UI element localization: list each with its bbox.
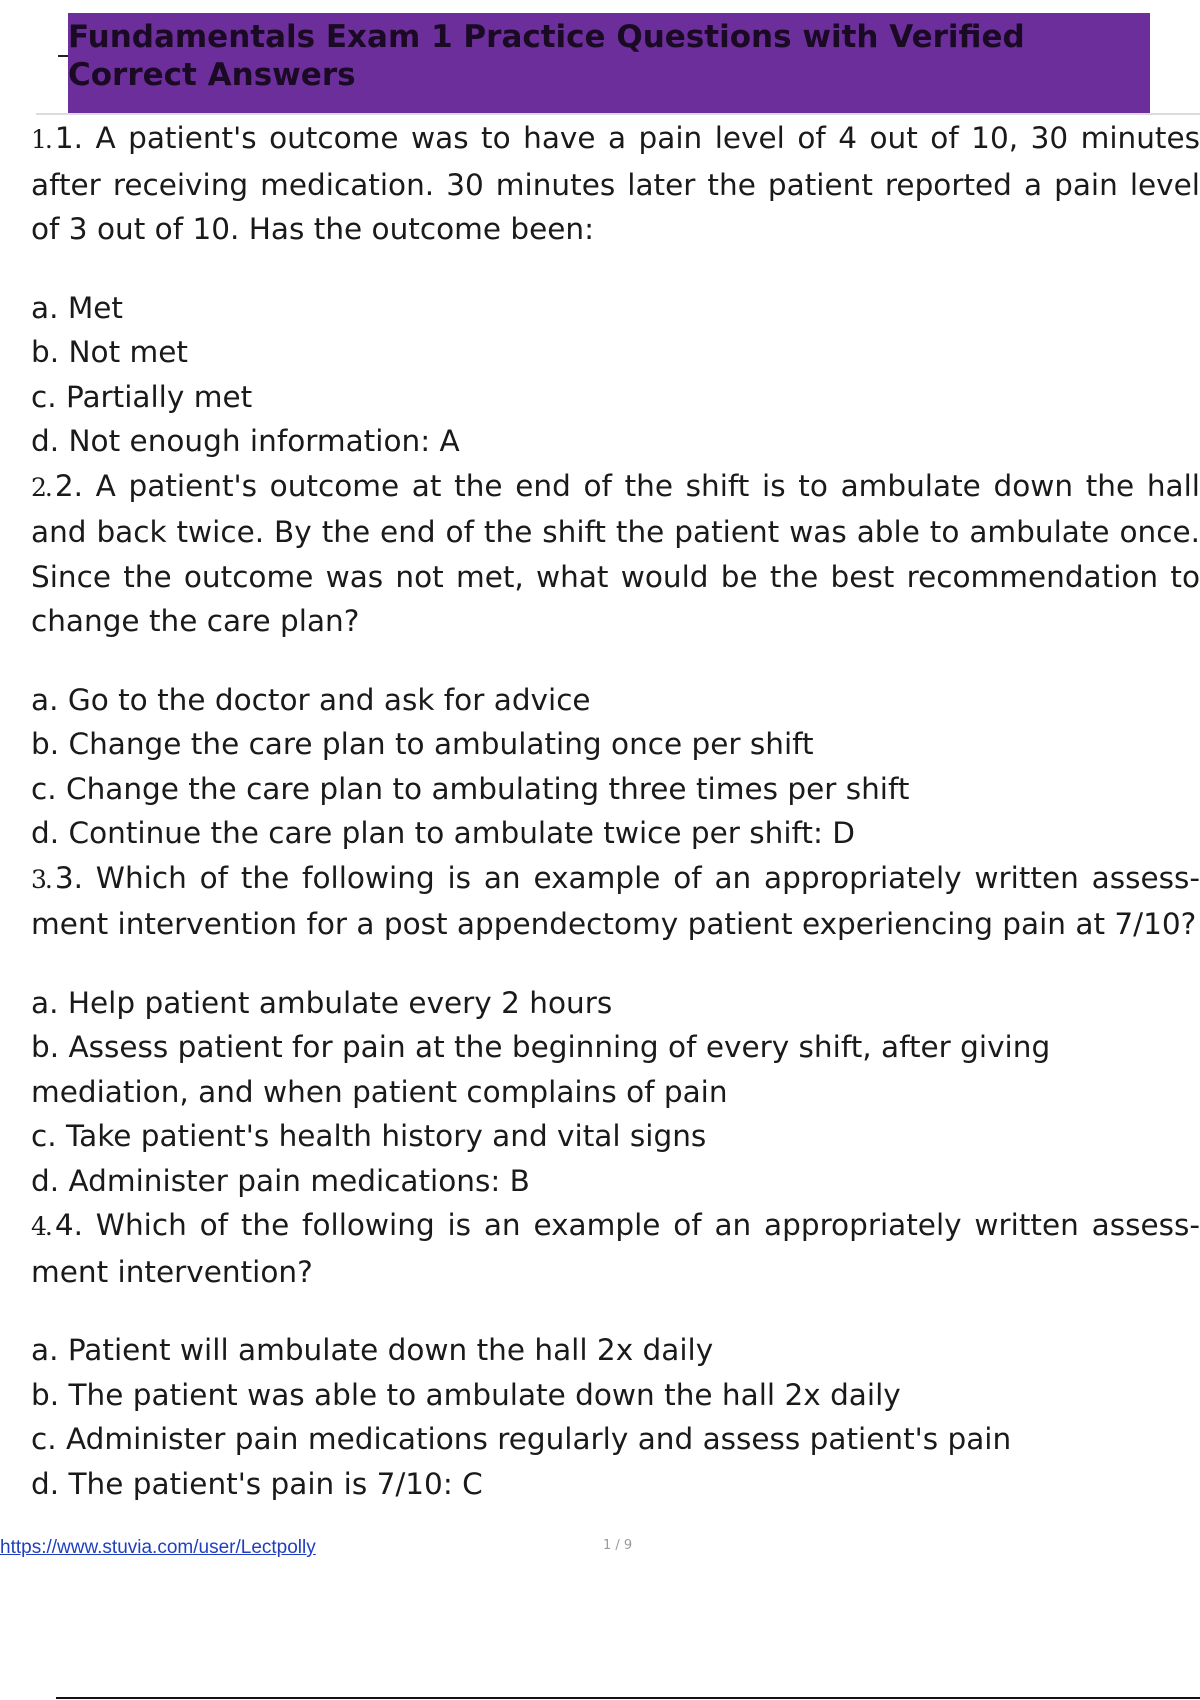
- question-text: [31, 116, 1200, 252]
- option-c: c. Take patient's health history and vital signs: [31, 1119, 707, 1153]
- option-d: d. The patient's pain is 7/10: C: [31, 1466, 483, 1501]
- question-number: 1.: [31, 125, 51, 154]
- option-a: a. Met: [31, 290, 124, 325]
- question-number: 4.: [31, 1212, 51, 1241]
- option-c: c. Partially met: [31, 379, 253, 414]
- option-list: [31, 981, 1200, 1204]
- option-b: b. The patient was able to ambulate down the hall 2x daily: [31, 1377, 901, 1412]
- option-b: b. Not met: [31, 335, 188, 369]
- option-a: a. Help patient ambulate every 2 hours: [31, 985, 613, 1020]
- question-number: 2.: [31, 472, 51, 502]
- option-list: [31, 286, 1200, 464]
- question-text: [31, 856, 1200, 947]
- question-stem: 3. Which of the following is an example of an appropriately written assess- ment intervention for a post appendectomy patient experiencing pain at 7/10?: [31, 860, 1200, 941]
- option-a: a. Go to the doctor and ask for advice: [31, 682, 591, 717]
- title-divider: [36, 113, 1200, 115]
- option-a: a. Patient will ambulate down the hall 2x daily: [31, 1333, 714, 1367]
- option-b: b. Assess patient for pain at the beginning of every shift, after giving mediation, and when patient complains of pain: [31, 1030, 1051, 1109]
- option-d: d. Administer pain medications: B: [31, 1163, 530, 1198]
- option-b: b. Change the care plan to ambulating once per shift: [31, 727, 814, 761]
- source-link[interactable]: https://www.stuvia.com/user/Lectpolly: [0, 1537, 316, 1558]
- option-list: [31, 1328, 1200, 1506]
- page-number: 1 / 9: [603, 1538, 633, 1553]
- question-text: [31, 1203, 1200, 1294]
- option-d: d. Not enough information: A: [31, 424, 460, 458]
- option-list: [31, 678, 1200, 856]
- question-4: [31, 1203, 1200, 1506]
- page-title: Fundamentals Exam 1 Practice Questions with Verified Correct Answers: [68, 13, 1150, 113]
- option-d: d. Continue the care plan to ambulate twice per shift: D: [31, 816, 856, 850]
- option-c: c. Administer pain medications regularly and assess patient's pain: [31, 1422, 1012, 1456]
- question-stem: 1. A patient's outcome was to have a pain level of 4 out of 10, 30 minutes after receiving medication. 30 minutes later the patient reported a pain level of 3 out of 10. Has the outcome been:: [31, 121, 1200, 246]
- bottom-divider: [56, 1697, 1200, 1699]
- question-1: [31, 116, 1200, 464]
- question-number: 3.: [31, 864, 51, 894]
- title-dash: [58, 55, 68, 57]
- question-stem: 2. A patient's outcome at the end of the shift is to ambulate down the hall and back twice. By the end of the shift the patient was able to ambulate once. Since the outcome was not met, what would be the best recommendation to change the care plan?: [31, 468, 1200, 638]
- option-c: c. Change the care plan to ambulating three times per shift: [31, 771, 910, 806]
- question-list: [31, 116, 1200, 1506]
- question-stem: 4. Which of the following is an example of an appropriately written assess- ment intervention?: [31, 1208, 1200, 1289]
- question-3: [31, 856, 1200, 1204]
- question-text: [31, 464, 1200, 644]
- question-2: [31, 464, 1200, 856]
